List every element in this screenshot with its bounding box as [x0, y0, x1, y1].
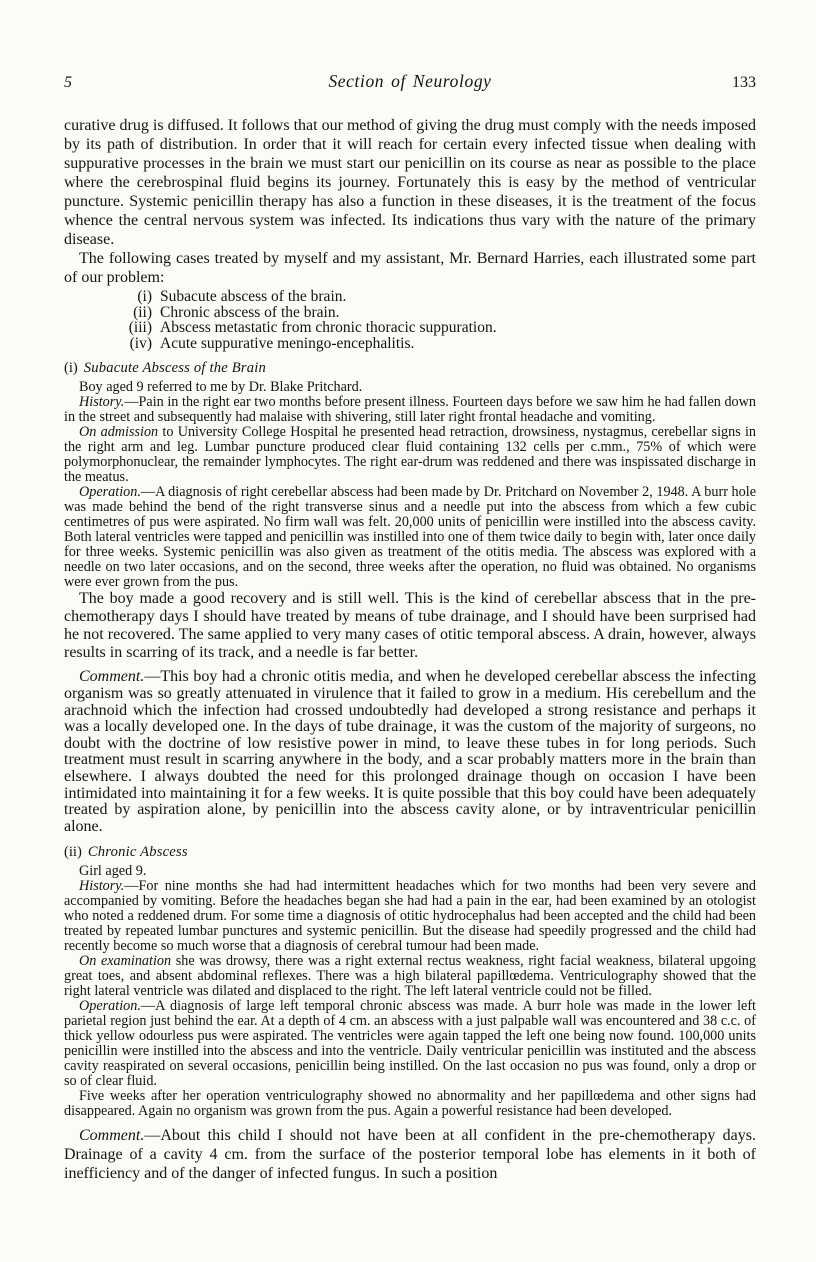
examination-label: On examination: [79, 953, 172, 970]
case1-history: [64, 395, 756, 425]
case1-admission: [64, 425, 756, 485]
list-item-numeral: (i): [137, 288, 152, 305]
case2-comment: [64, 1126, 756, 1183]
list-item-numeral: (iii): [128, 319, 152, 337]
list-item-numeral: (ii): [133, 303, 152, 321]
list-item-text: Chronic abscess of the brain.: [160, 303, 340, 321]
list-item: [64, 336, 756, 352]
list-item-text: Subacute abscess of the brain.: [160, 288, 347, 305]
intro-paragraph-1: curative drug is diffused. It follows that our method of giving the drug must comply with the needs imposed by its path of distribution. In order that it will reach for certain every infected tissue when dealing with suppurative processes in the brain we must start our penicillin on its course as near as possible to the place where the cerebrospinal fluid begins its journey. Fortunately this is easy by the method of ventricular puncture. Systemic penicillin therapy has also a function in these diseases, it is the treatment of the focus whence the central nervous system was infected. Its indications thus vary with the nature of the primary disease.: [64, 117, 756, 248]
case1-operation: [64, 485, 756, 590]
history-text: —For nine months she had had intermittent headaches which for two months had been very severe and accompanied by vomiting. Before the headaches began she had had a pain in the ear, had been examined by an otologist who noted a reddened drum. For some time a diagnosis of otitic hydrocephalus had been accepted and the child had been treated by repeated lumbar punctures and systemic penicillin. But the disease had speedily progressed and the child had recently become so much worse that a diagnosis of cerebral tumour had been made.: [64, 878, 756, 955]
case1-heading-numeral: (i): [64, 360, 78, 377]
section-title: Section of Neurology: [328, 71, 492, 91]
operation-label: Operation.: [79, 484, 141, 501]
intro-paragraph-2: The following cases treated by myself and my assistant, Mr. Bernard Harries, each illustrated some part of our problem:: [64, 250, 756, 286]
history-text: —Pain in the right ear two months before present illness. Fourteen days before we saw him he had fallen down in the street and subsequently had malaise with shivering, still later right frontal headache and vomiting.: [64, 394, 756, 426]
case1-referral: Boy aged 9 referred to me by Dr. Blake Pritchard.: [79, 379, 363, 396]
comment-text: —This boy had a chronic otitis media, and when he developed cerebellar abscess the infecting organism was so greatly attenuated in virulence that it failed to grow in a medium. His cerebellum and the arachnoid which the infection had crossed undoubtedly had developed a strong resistance and perhaps it was a locally developed one. In the days of tube drainage, it was the custom of the majority of surgeons, no doubt with the doctrine of low resistive power in mind, to leave these tubes in for long periods. Such treatment must result in scarring anywhere in the body, and a scar probably matters more in the brain than elsewhere. I always doubted the need for this prolonged drainage though on occasion I have been intimidated into maintaining it for a few weeks. It is quite possible that this boy could have been adequately treated by aspiration alone, by penicillin into the abscess cavity alone, or by intraventricular penicillin alone.: [64, 668, 756, 835]
examination-text: she was drowsy, there was a right external rectus weakness, right facial weakness, bilateral upgoing great toes, and absent abdominal reflexes. There was a high bilateral papillœdema. Ventriculography showed that the right lateral ventricle was dilated and displaced to the right. The left lateral ventricle could not be filled.: [64, 953, 756, 1000]
comment-label: Comment.: [79, 1127, 145, 1145]
comment-label: Comment.: [79, 668, 145, 686]
list-item-text: Acute suppurative meningo-encephalitis.: [160, 334, 415, 352]
list-item: [64, 289, 756, 305]
case1-heading-title: Subacute Abscess of the Brain: [83, 360, 267, 377]
operation-label: Operation.: [79, 998, 141, 1015]
running-head: [64, 72, 756, 92]
case2-heading-title: Chronic Abscess: [87, 844, 188, 861]
history-label: History.: [79, 878, 125, 895]
case2-history: [64, 879, 756, 954]
case2-referral: Girl aged 9.: [79, 863, 147, 880]
operation-text: —A diagnosis of large left temporal chronic abscess was made. A burr hole was made in the lower left parietal region just behind the ear. At a depth of 4 cm. an abscess with a just palpable wall was encountered and 38 c.c. of thick yellow odourless pus were aspirated. The ventricles were again tapped the left one being now found. 100,000 units penicillin were instilled into the abscess and into the ventricle. Daily ventricular penicillin was instituted and the abscess cavity reaspirated on several occasions, penicillin being instilled. On the last occasion no pus was found, only a drop or so of clear fluid.: [64, 998, 756, 1090]
case2-heading: [64, 845, 756, 860]
admission-text: to University College Hospital he presented head retraction, drowsiness, nystagmus, cerebellar signs in the right arm and leg. Lumbar puncture produced clear fluid containing 132 cells per c.mm., 75% of which were polymorphonuclear, the remainder lymphocytes. The right ear-drum was reddened and there was inspissated discharge in the meatus.: [64, 424, 757, 486]
case2-heading-numeral: (ii): [64, 844, 82, 861]
list-item: [64, 305, 756, 321]
case2-operation: [64, 999, 756, 1089]
case2-examination: [64, 954, 756, 999]
page-number: 133: [731, 74, 756, 91]
case1-heading: [64, 361, 756, 376]
operation-text: —A diagnosis of right cerebellar abscess had been made by Dr. Pritchard on November 2, 1948. A burr hole was made behind the bend of the right transverse sinus and a needle put into the abscess from which a few cubic centimetres of pus were aspirated. No firm wall was felt. 20,000 units of penicillin were instilled into the abscess cavity. Both lateral ventricles were tapped and penicillin was instilled into one of them twice daily to begin with, later once daily for three weeks. Systemic penicillin was also given as treatment of the otitis media. The abscess was explored with a needle on two later occasions, and on the second, three weeks after the operation, no fluid was obtained. No organisms were ever grown from the pus.: [64, 484, 756, 591]
case1-recovery-paragraph: The boy made a good recovery and is still well. This is the kind of cerebellar abscess that in the pre-chemotherapy days I should have treated by means of tube drainage, and I should have been surprised had he not recovered. The same applied to very many cases of otitic temporal abscess. A drain, however, always results in scarring of its track, and a needle is far better.: [64, 590, 756, 662]
case-list: [64, 289, 756, 351]
list-item-numeral: (iv): [129, 334, 152, 352]
comment-text: —About this child I should not have been at all confident in the pre-chemotherapy days. Drainage of a cavity 4 cm. from the surface of the posterior temporal lobe has elements in it both of inefficiency and of the danger of infected fungus. In such a position: [64, 1127, 756, 1183]
case1-comment: [64, 669, 756, 835]
list-item: [64, 320, 756, 336]
admission-label: On admission: [79, 424, 159, 441]
session-number: 5: [64, 74, 72, 91]
list-item-text: Abscess metastatic from chronic thoracic suppuration.: [160, 319, 497, 337]
history-label: History.: [79, 394, 125, 411]
case2-followup-paragraph: Five weeks after her operation ventriculography showed no abnormality and her papillœdema and other signs had disappeared. Again no organism was grown from the pus. Again a powerful resistance had been developed.: [64, 1088, 756, 1120]
